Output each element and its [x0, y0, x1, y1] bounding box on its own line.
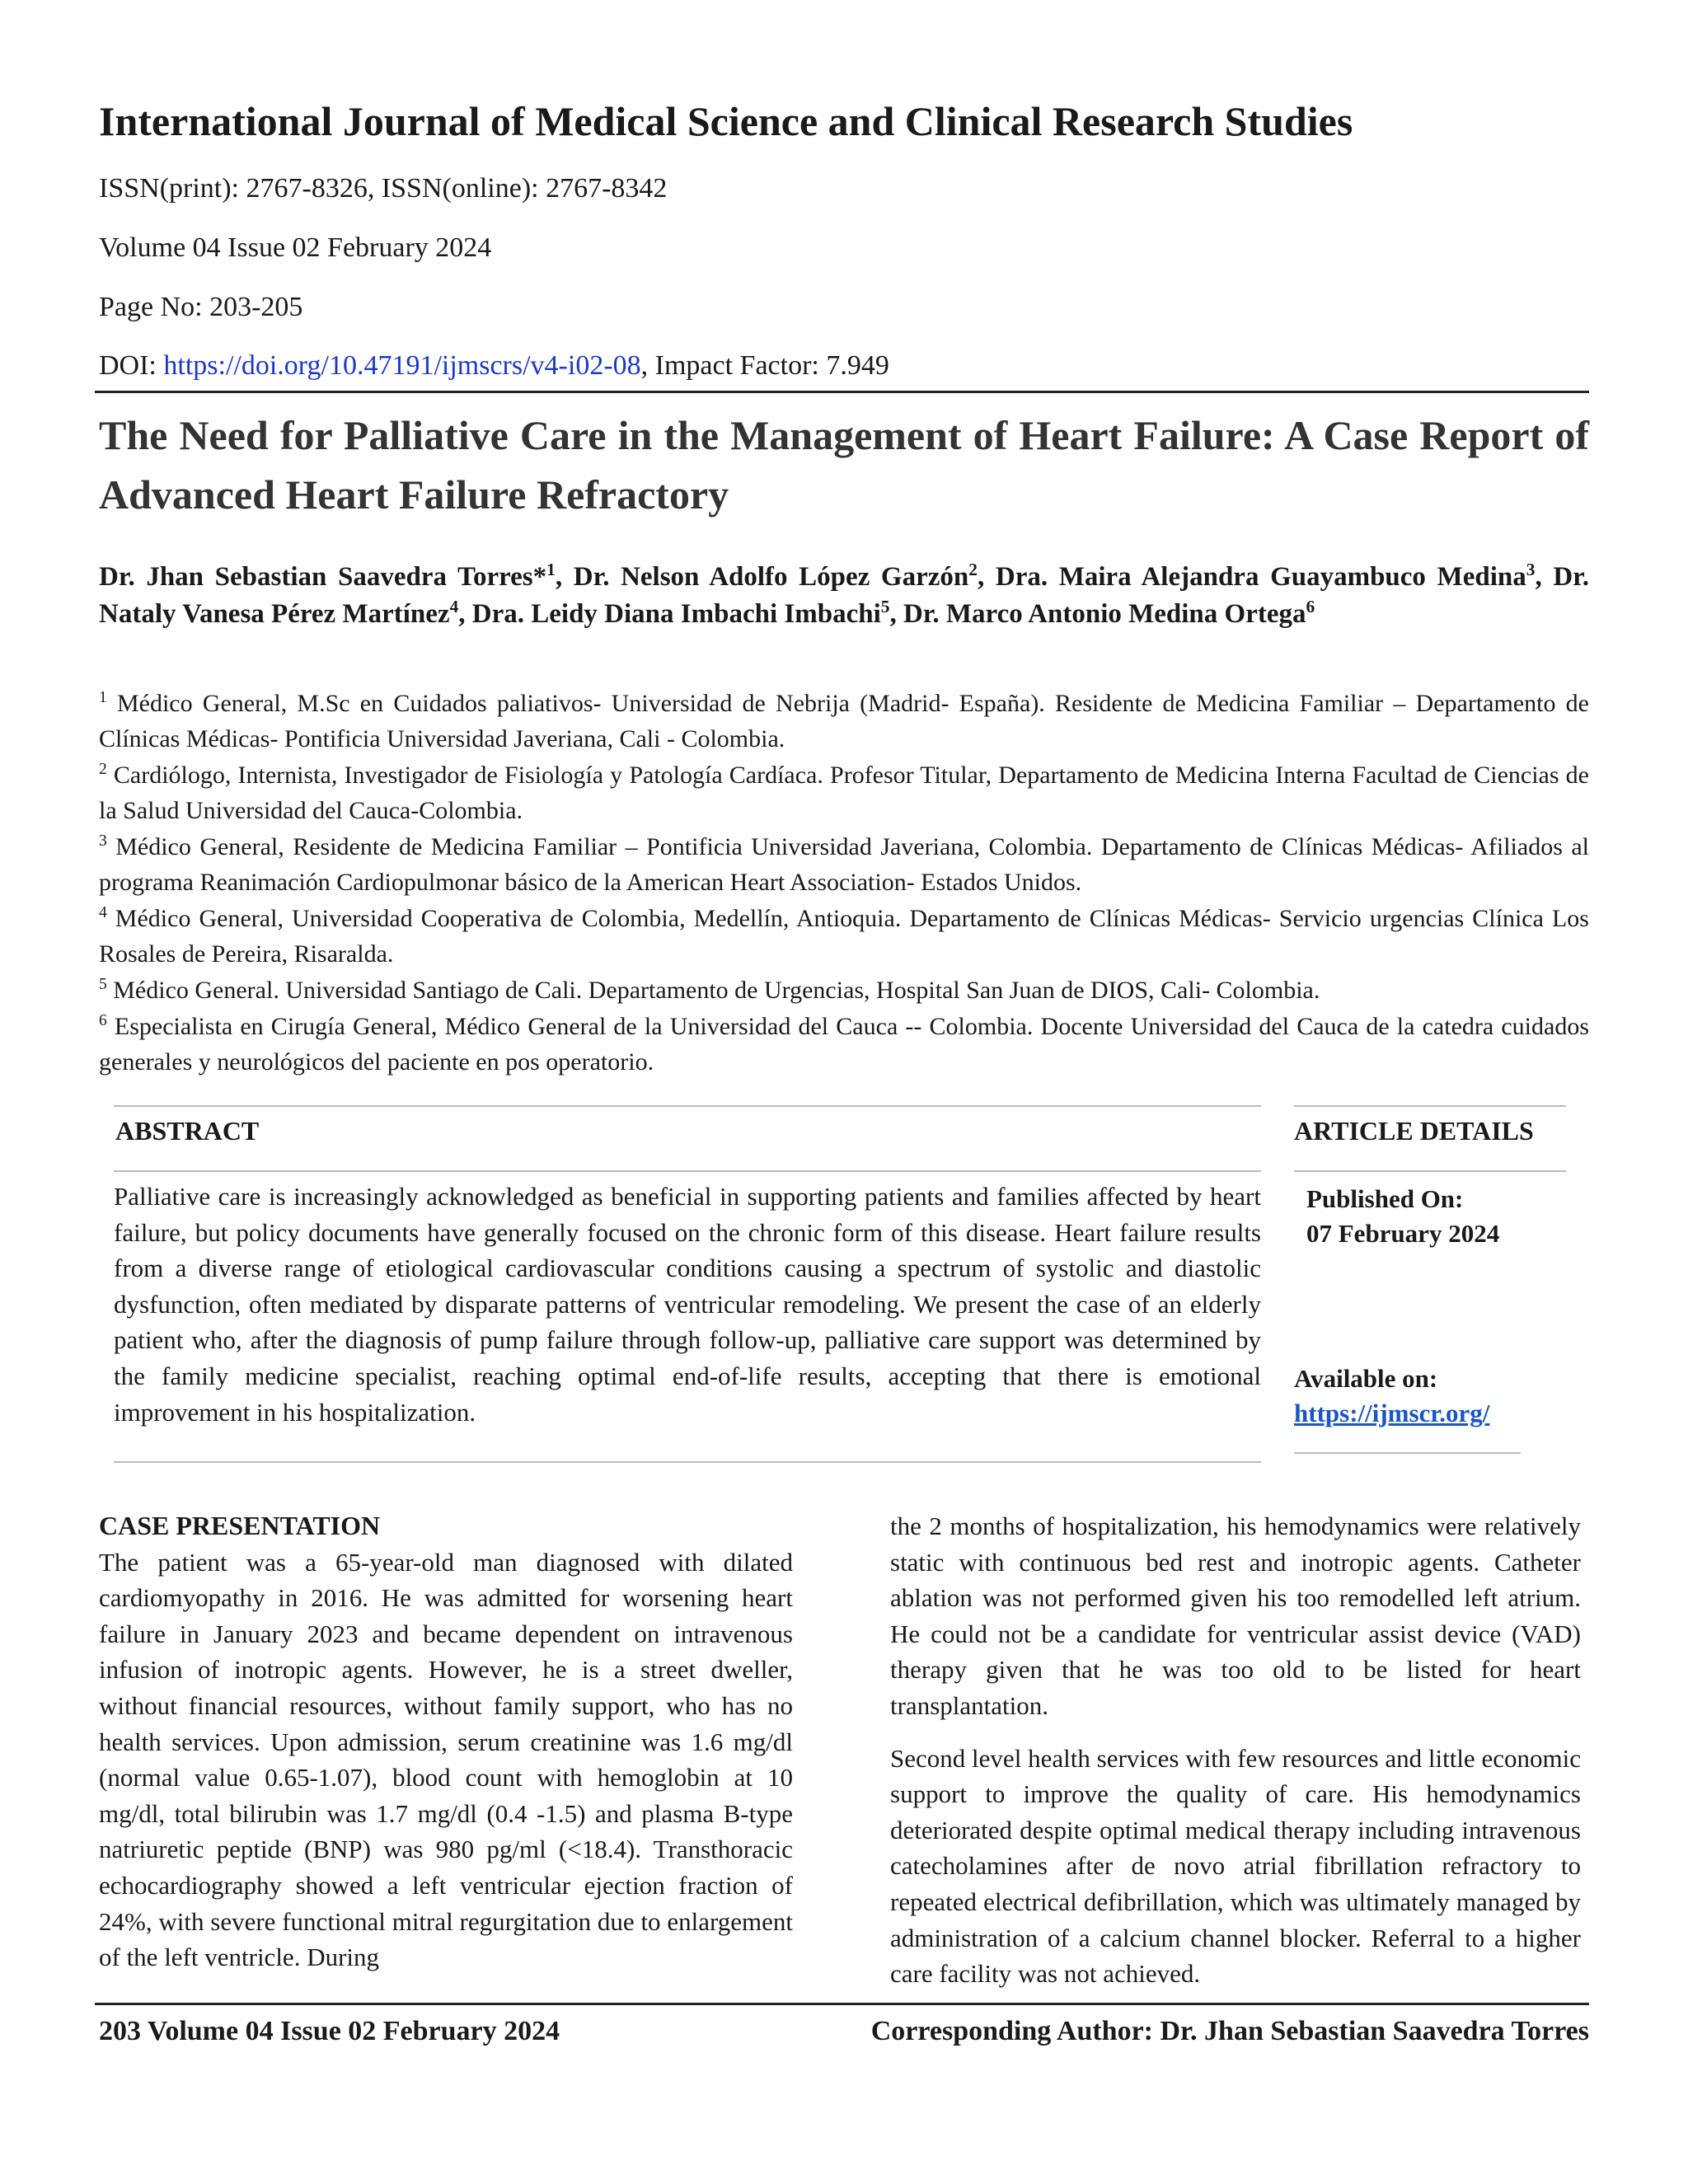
- author-name: Dra. Leidy Diana Imbachi Imbachi: [471, 599, 881, 629]
- affiliation-text: Médico General, Residente de Medicina Familiar – Pontificia Universidad Javeriana, Colombia. Departamento de Clínicas Médicas- Afiliados al programa Reanimación Cardiopulmonar básico de la American Heart Association- Estados Unidos.: [99, 833, 1589, 896]
- published-date: 07 February 2024: [1306, 1219, 1500, 1248]
- footer-issue: 203 Volume 04 Issue 02 February 2024: [99, 2016, 560, 2046]
- journal-title: International Journal of Medical Science and Clinical Research Studies: [99, 98, 1353, 144]
- abstract-heading-rule: [114, 1170, 1261, 1172]
- affiliation-number: 2: [99, 761, 107, 778]
- author-superscript: 2: [968, 560, 978, 579]
- author-superscript: 6: [1306, 597, 1315, 616]
- affiliation-number: 3: [99, 832, 107, 850]
- author-list: Dr. Jhan Sebastian Saavedra Torres*$^1$, Dr. Nelson Adolfo López Garzón$^2$, Dra. Maira Alejandra Guayambuco Medina$^3$, Dr. Nataly Vanesa Pérez Martínez$^4$, Dra. Leidy Diana Imbachi Imbachi$^5$, Dr. Marco Antonio Medina Ortega$^6$: [99, 560, 1590, 629]
- impact-factor: , Impact Factor: 7.949: [640, 350, 889, 381]
- footer-corresponding-author: Corresponding Author: Dr. Jhan Sebastian Saavedra Torres: [870, 2016, 1589, 2046]
- affiliation-text: Médico General. Universidad Santiago de Cali. Departamento de Urgencias, Hospital San Juan de DIOS, Cali- Colombia.: [106, 977, 1320, 1004]
- affiliation-item: [99, 1009, 1589, 1080]
- footer-rule: [95, 2003, 1589, 2005]
- author-superscript: 1: [546, 560, 556, 579]
- affiliation-item: [99, 829, 1589, 900]
- issn-line: ISSN(print): 2767-8326, ISSN(online): 2767-8342: [99, 173, 668, 204]
- affiliation-item: [99, 686, 1589, 757]
- affiliation-number: 5: [99, 976, 107, 993]
- case-presentation-heading: CASE PRESENTATION: [99, 1511, 381, 1540]
- affiliation-text: Médico General, Universidad Cooperativa de Colombia, Medellín, Antioquia. Departamento de Clínicas Médicas- Servicio urgencias Clínica Los Rosales de Pereira, Risaralda.: [99, 905, 1589, 968]
- affiliation-item: [99, 972, 1589, 1008]
- affiliation-item: [99, 757, 1589, 828]
- affiliation-text: Médico General, M.Sc en Cuidados paliativos- Universidad de Nebrija (Madrid- España). Residente de Medicina Familiar – Departamento de Clínicas Médicas- Pontificia Universidad Javeriana, Cali - Colombia.: [99, 690, 1589, 752]
- details-heading: ARTICLE DETAILS: [1294, 1116, 1534, 1146]
- affiliation-text: Cardiólogo, Internista, Investigador de Fisiología y Patología Cardíaca. Profesor Titular, Departamento de Medicina Interna Facultad de Ciencias de la Salud Universidad del Cauca-Colombia.: [99, 762, 1589, 824]
- available-link[interactable]: https://ijmscr.org/: [1294, 1399, 1490, 1427]
- affiliation-number: 6: [99, 1012, 107, 1029]
- body-paragraph: the 2 months of hospitalization, his hemodynamics were relatively static with continuous bed rest and inotropic agents. Catheter ablation was not performed given his too remodelled left atrium. He could not be a candidate for ventricular assist device (VAD) therapy given that he was too old to be listed for heart transplantation.: [890, 1511, 1581, 1720]
- abstract-bottom-rule: [114, 1461, 1261, 1463]
- author-superscript: 5: [880, 597, 890, 616]
- article-title: The Need for Palliative Care in the Management of Heart Failure: A Case Report of Advanced Heart Failure Refractory: [99, 412, 1589, 518]
- doi-label: DOI:: [99, 350, 164, 381]
- author-name: Dr. Nataly Vanesa Pérez Martínez: [99, 562, 1590, 629]
- author-superscript: 4: [449, 597, 459, 616]
- published-block: [1306, 1182, 1499, 1251]
- affiliation-number: 4: [99, 904, 107, 921]
- doi-link[interactable]: https://doi.org/10.47191/ijmscrs/v4-i02-08: [163, 350, 641, 381]
- author-name: Dr. Jhan Sebastian Saavedra Torres*: [99, 562, 547, 592]
- affiliation-text: Especialista en Cirugía General, Médico General de la Universidad del Cauca -- Colombia. Docente Universidad del Cauca de la catedra cuidados generales y neurológicos del paciente en pos operatorio.: [99, 1013, 1589, 1076]
- author-name: Dr. Nelson Adolfo López Garzón: [573, 562, 969, 592]
- published-label: Published On:: [1306, 1184, 1464, 1213]
- volume-line: Volume 04 Issue 02 February 2024: [99, 232, 492, 263]
- abstract-heading: ABSTRACT: [115, 1116, 260, 1146]
- affiliation-number: 1: [99, 689, 107, 706]
- pages-line: Page No: 203-205: [99, 292, 303, 322]
- body-paragraph: Second level health services with few resources and little economic support to improve the quality of care. His hemodynamics deteriorated despite optimal medical therapy including intravenous catecholamines after de novo atrial fibrillation refractory to repeated electrical defibrillation, which was ultimately managed by administration of a calcium channel blocker. Referral to a higher care facility was not achieved.: [890, 1743, 1581, 1989]
- abstract-top-rule: [114, 1105, 1261, 1107]
- author-name: Dr. Marco Antonio Medina Ortega: [903, 599, 1306, 629]
- right-column: [890, 1508, 1581, 2008]
- abstract-text: Palliative care is increasingly acknowledged as beneficial in supporting patients and families affected by heart failure, but policy documents have generally focused on the chronic form of this disease. Heart failure results from a diverse range of etiological cardiovascular conditions causing a spectrum of systolic and diastolic dysfunction, often mediated by disparate patterns of ventricular remodeling. We present the case of an elderly patient who, after the diagnosis of pump failure through follow-up, palliative care support was determined by the family medicine specialist, reaching optimal end-of-life results, accepting that there is emotional improvement in his hospitalization.: [114, 1182, 1261, 1427]
- details-bottom-rule: [1294, 1452, 1521, 1454]
- affiliation-item: [99, 901, 1589, 972]
- body-paragraph: The patient was a 65-year-old man diagnosed with dilated cardiomyopathy in 2016. He was admitted for worsening heart failure in January 2023 and became dependent on intravenous infusion of inotropic agents. However, he is a street dweller, without financial resources, without family support, who has no health services. Upon admission, serum creatinine was 1.6 mg/dl (normal value 0.65-1.07), blood count with hemoglobin at 10 mg/dl, total bilirubin was 1.7 mg/dl (0.4 -1.5) and plasma B-type natriuretic peptide (BNP) was 980 pg/ml (<18.4). Transthoracic echocardiography showed a left ventricular ejection fraction of 24%, with severe functional mitral regurgitation due to enlargement of the left ventricle. During: [99, 1547, 793, 1972]
- details-heading-rule: [1294, 1170, 1566, 1172]
- author-name: Dra. Maira Alejandra Guayambuco Medina: [995, 562, 1526, 592]
- available-label: Available on:: [1294, 1364, 1438, 1393]
- available-block: [1294, 1361, 1489, 1431]
- doi-line: [99, 350, 889, 382]
- header-rule: [95, 391, 1589, 393]
- author-superscript: 3: [1526, 560, 1536, 579]
- affiliation-list: [99, 686, 1589, 1080]
- details-top-rule: [1294, 1105, 1566, 1107]
- left-column: [99, 1508, 793, 1975]
